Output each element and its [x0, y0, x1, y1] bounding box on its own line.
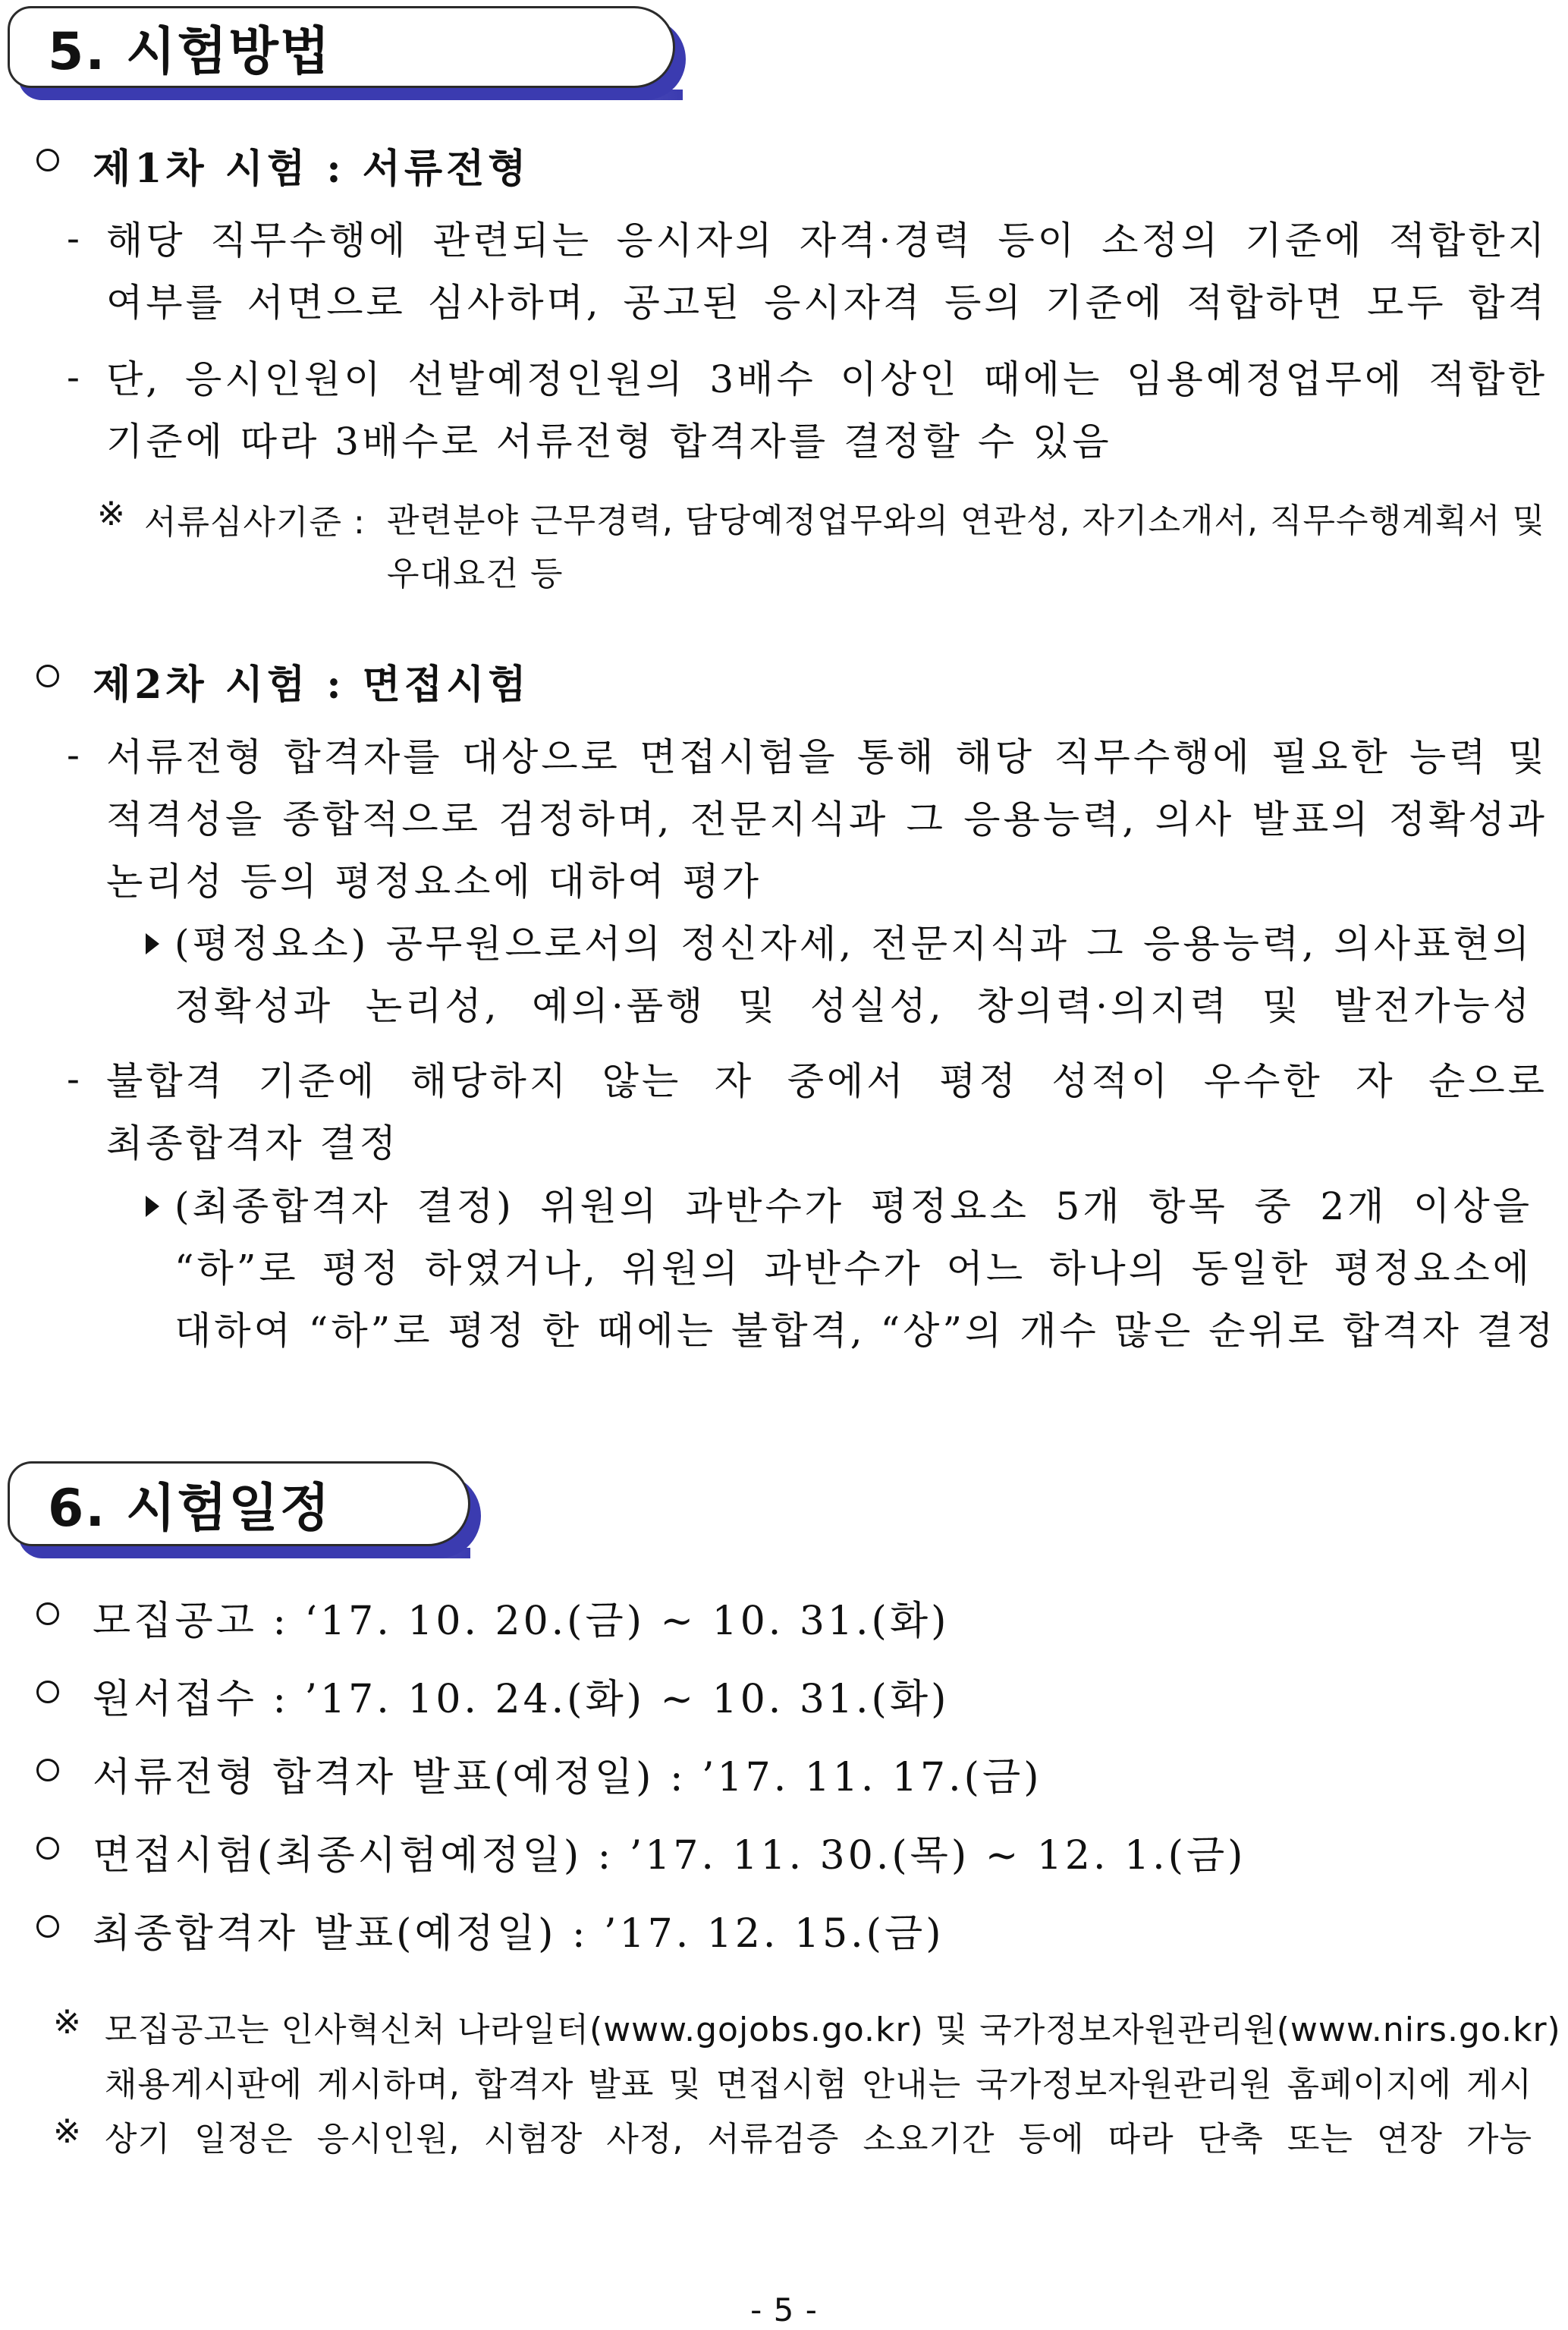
schedule-note-1 — [105, 2003, 1561, 2112]
stage2-paragraph-2 — [106, 1050, 1548, 1174]
text-line: 여부를 서면으로 심사하며, 공고된 응시자격 등의 기준에 적합하면 모두 합격 — [106, 281, 1548, 325]
text-line: 서류전형 합격자를 대상으로 면접시험을 통해 해당 직무수행에 필요한 능력 및 — [106, 735, 1548, 779]
stage2-evaluation-factors — [174, 913, 1532, 1037]
dash-marker: - — [67, 1057, 80, 1101]
text-line: 모집공고는 인사혁신처 나라일터(www.gojobs.go.kr) 및 국가정보자원관리원(www.nirs.go.kr) — [105, 2011, 1561, 2049]
text-line: 적격성을 종합적으로 검정하며, 전문지식과 그 응용능력, 의사 발표의 정확성과 — [106, 797, 1548, 841]
circle-bullet-icon — [36, 1681, 59, 1703]
stage1-heading: 제1차 시험 : 서류전형 — [93, 146, 530, 192]
circle-bullet-icon — [36, 1915, 59, 1938]
schedule-item-announcement: 모집공고 : ‘17. 10. 20.(금) ~ 10. 31.(화) — [93, 1599, 950, 1644]
schedule-item-document-result: 서류전형 합격자 발표(예정일) : ’17. 11. 17.(금) — [93, 1755, 1042, 1800]
circle-bullet-icon — [36, 1837, 59, 1860]
text-line: 기준에 따라 3배수로 서류전형 합격자를 결정할 수 있음 — [106, 420, 1112, 464]
text-line: 우대요건 등 — [387, 555, 564, 593]
note-mark: ※ — [53, 2112, 82, 2151]
schedule-item-interview: 면접시험(최종시험예정일) : ’17. 11. 30.(목) ~ 12. 1.(금) — [93, 1833, 1246, 1879]
dash-marker: - — [67, 733, 80, 777]
text-line: 해당 직무수행에 관련되는 응시자의 자격·경력 등이 소정의 기준에 적합한지 — [106, 219, 1548, 263]
note-label: 서류심사기준 : — [144, 503, 366, 542]
section5-title — [8, 6, 675, 88]
section6-title — [8, 1461, 470, 1546]
stage2-heading: 제2차 시험 : 면접시험 — [93, 662, 530, 708]
section5-title-underline — [30, 90, 683, 100]
text-line: 채용게시판에 게시하며, 합격자 발표 및 면접시험 안내는 국가정보자원관리원 홈페이지에 게시 — [105, 2065, 1532, 2104]
dash-marker: - — [67, 355, 80, 399]
triangle-bullet-icon — [146, 933, 159, 954]
section5-title-text: 5. 시험방법 — [48, 21, 332, 82]
circle-bullet-icon — [36, 1759, 59, 1781]
schedule-item-final-result: 최종합격자 발표(예정일) : ’17. 12. 15.(금) — [93, 1911, 944, 1957]
stage1-paragraph-2 — [106, 348, 1548, 473]
text-line: 관련분야 근무경력, 담당예정업무와의 연관성, 자기소개서, 직무수행계획서 및 — [387, 502, 1546, 540]
circle-bullet-icon — [36, 149, 59, 171]
schedule-note-2 — [105, 2112, 1532, 2167]
text-line: 대하여 “하”로 평정 한 때에는 불합격, “상”의 개수 많은 순위로 합격자 결정 — [174, 1309, 1557, 1353]
text-line: 최종합격자 결정 — [106, 1121, 399, 1165]
text-line: 상기 일정은 응시인원, 시험장 사정, 서류검증 소요기간 등에 따라 단축 또는 연장 가능 — [105, 2120, 1532, 2159]
stage2-paragraph-1 — [106, 726, 1548, 913]
text-line: 논리성 등의 평정요소에 대하여 평가 — [106, 860, 762, 904]
text-line: (최종합격자 결정) 위원의 과반수가 평정요소 5개 항목 중 2개 이상을 — [174, 1184, 1532, 1228]
note-mark: ※ — [97, 495, 126, 533]
text-line: 정확성과 논리성, 예의·품행 및 성실성, 창의력·의지력 및 발전가능성 — [174, 984, 1532, 1028]
note-mark: ※ — [53, 2003, 82, 2042]
page-number: - 5 - — [750, 2291, 818, 2328]
text-line: (평정요소) 공무원으로서의 정신자세, 전문지식과 그 응용능력, 의사표현의 — [174, 922, 1532, 966]
circle-bullet-icon — [36, 665, 59, 687]
section6-title-text: 6. 시험일정 — [48, 1478, 332, 1539]
stage1-paragraph-1 — [106, 209, 1548, 334]
stage2-final-decision — [174, 1175, 1557, 1362]
circle-bullet-icon — [36, 1602, 59, 1625]
text-line: “하”로 평정 하였거나, 위원의 과반수가 어느 하나의 동일한 평정요소에 — [174, 1247, 1532, 1291]
schedule-item-application: 원서접수 : ’17. 10. 24.(화) ~ 10. 31.(화) — [93, 1677, 950, 1722]
text-line: 불합격 기준에 해당하지 않는 자 중에서 평정 성적이 우수한 자 순으로 — [106, 1059, 1548, 1103]
text-line: 단, 응시인원이 선발예정인원의 3배수 이상인 때에는 임용예정업무에 적합한 — [106, 357, 1548, 401]
stage1-note — [387, 495, 1546, 601]
triangle-bullet-icon — [146, 1196, 159, 1217]
section6-title-underline — [30, 1548, 470, 1558]
dash-marker: - — [67, 216, 80, 260]
